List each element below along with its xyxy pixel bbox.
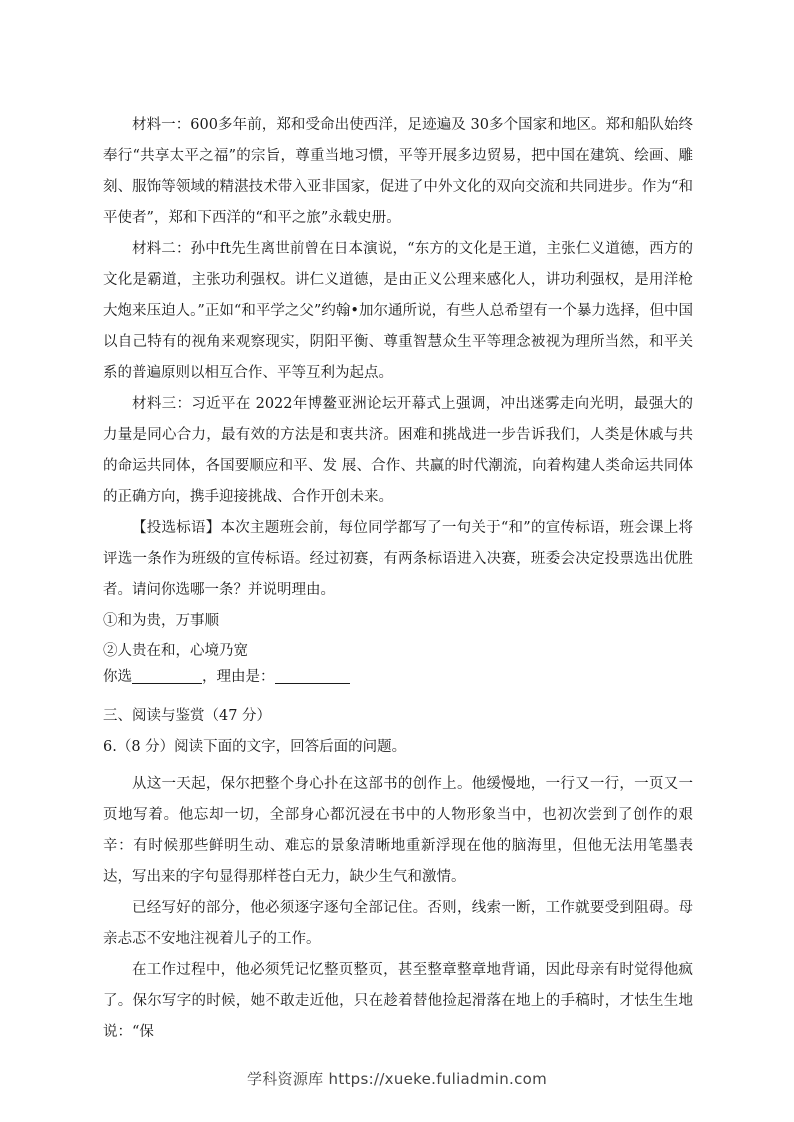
footer-watermark: 学科资源库 https://xueke.fuliadmin.com	[246, 1070, 548, 1088]
passage-paragraph: 从这一天起，保尔把整个身心扑在这部书的创作上。他缓慢地，一行又一行，一页又一页地写着。他忘却一切，全部身心都沉浸在书中的人物形象当中，也初次尝到了创作的艰辛：有时候那些鲜明生动、难忘的景象清晰地重新浮现在他的脑海里，但他无法用笔墨表达，写出来的字句显得那样苍白无力，缺少生气和激情。	[103, 776, 693, 885]
reason-label: ，理由是：	[202, 669, 275, 685]
passage-paragraph: 在工作过程中，他必须凭记忆整页整页，甚至整章整章地背诵，因此母亲有时觉得他疯了。保尔写字的时候，她不敢走近他，只在趁着替他捡起滑落在地上的手稿时，才怯生生地说：“保	[103, 962, 693, 1040]
passage-paragraph: 已经写好的部分，他必须逐字逐句全部记住。否则，线索一断，工作就要受到阻碍。母亲忐忑不安地注视着儿子的工作。	[103, 900, 693, 947]
material-two: 材料二：孙中ft先生离世前曾在日本演说，“东方的文化是王道，主张仁义道德，西方的文化是霸道，主张功利强权。讲仁义道德，是由正义公理来感化人，讲功利强权，是用洋枪大炮来压迫人。”正如“和平学之父”约翰•加尔通所说，有些人总希望有一个暴力选择，但中国以自己特有的视角来观察现实，阴阳平衡、尊重智慧众生平等理念被视为理所当然，和平关系的普遍原则以相互合作、平等互利为起点。	[103, 241, 693, 381]
slogan-option-one: ①和为贵，万事顺	[103, 613, 219, 629]
material-one: 材料一：600多年前，郑和受命出使西洋，足迹遍及 30多个国家和地区。郑和船队始终奉行“共享太平之福”的宗旨，尊重当地习惯，平等开展多边贸易，把中国在建筑、绘画、雕刻、服饰等领域的精湛技术带入亚非国家，促进了中外文化的双向交流和共同进步。作为“和平使者”，郑和下西洋的“和平之旅”永载史册。	[103, 117, 693, 226]
document-body	[103, 110, 693, 1048]
reason-blank[interactable]	[275, 665, 350, 684]
choose-label: 你选	[103, 669, 132, 685]
choice-blank[interactable]	[132, 665, 202, 684]
vote-intro: 【投选标语】本次主题班会前，每位同学都写了一句关于“和”的宣传标语，班会课上将评选一条作为班级的宣传标语。经过初赛，有两条标语进入决赛，班委会决定投票选出优胜者。请问你选哪一条？并说明理由。	[103, 520, 693, 598]
material-three: 材料三：习近平在 2022年博鳌亚洲论坛开幕式上强调，冲出迷雾走向光明，最强大的力量是同心合力，最有效的方法是和衷共济。困难和挑战进一步告诉我们，人类是休戚与共的命运共同体，各国要顺应和平、发 展、合作、共赢的时代潮流，向着构建人类命运共同体的正确方向，携手迎接挑战、合作开创未来。	[103, 396, 693, 505]
question-six: 6.（8 分）阅读下面的文字，回答后面的问题。	[103, 739, 407, 755]
slogan-option-two: ②人贵在和，心境乃宽	[103, 643, 248, 659]
section-heading: 三、阅读与鉴赏（47 分）	[103, 708, 272, 724]
answer-line	[103, 665, 693, 689]
